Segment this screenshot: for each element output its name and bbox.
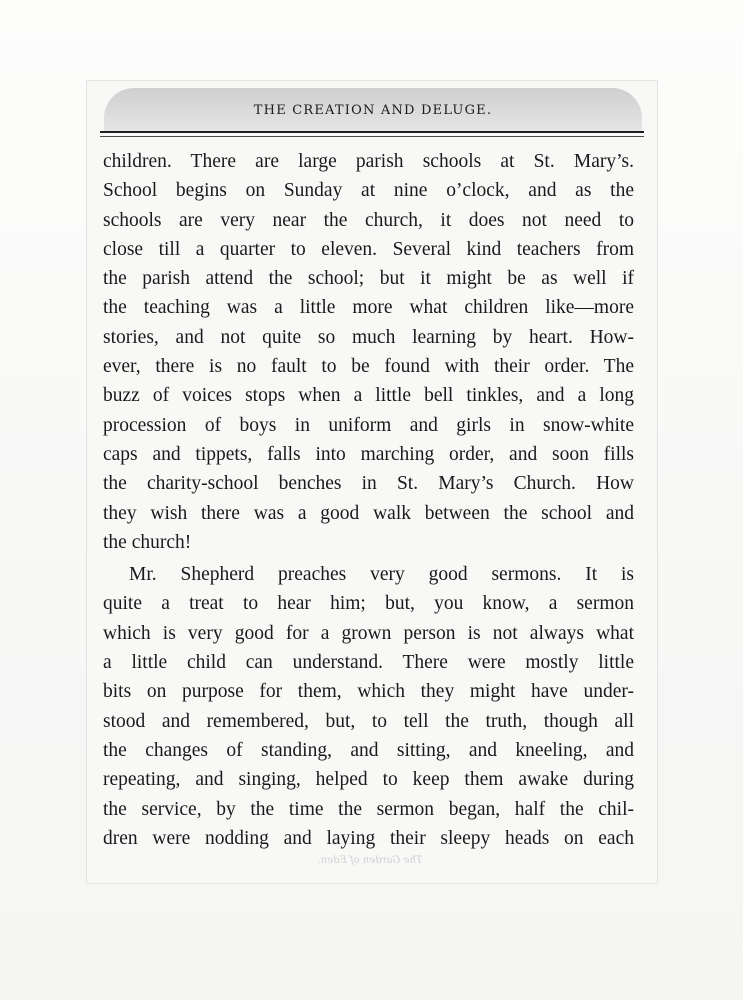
text-line: ever, there is no fault to be found with their order. The	[103, 356, 634, 378]
header-rule-thick	[100, 131, 644, 133]
text-line: schools are very near the church, it does not need to	[103, 209, 634, 231]
text-line: close till a quarter to eleven. Several kind teachers from	[103, 238, 634, 260]
bleed-through-caption: The Garden of Eden.	[317, 855, 423, 866]
paragraph-1	[103, 147, 634, 557]
text-line: which is very good for a grown person is not always what	[103, 622, 634, 644]
text-line: the parish attend the school; but it might be as well if	[103, 268, 634, 290]
text-line: buzz of voices stops when a little bell tinkles, and a long	[103, 385, 634, 407]
text-line: the teaching was a little more what children like—more	[103, 297, 634, 319]
text-line: bits on purpose for them, which they might have under-	[103, 681, 634, 703]
text-line: dren were nodding and laying their sleepy heads on each	[103, 827, 634, 849]
text-line: a little child can understand. There were mostly little	[103, 652, 634, 674]
text-line: the charity-school benches in St. Mary’s Church. How	[103, 473, 634, 495]
text-line: procession of boys in uniform and girls in snow-white	[103, 414, 634, 436]
text-line: Mr. Shepherd preaches very good sermons. It is	[129, 564, 634, 586]
running-head: THE CREATION AND DELUGE.	[253, 103, 493, 118]
paragraph-2	[103, 560, 634, 853]
text-line: the service, by the time the sermon began, half the chil-	[103, 798, 634, 820]
text-line: stood and remembered, but, to tell the truth, though all	[103, 710, 634, 732]
text-line: children. There are large parish schools at St. Mary’s.	[103, 151, 634, 172]
text-line: repeating, and singing, helped to keep them awake during	[103, 769, 634, 791]
text-line: School begins on Sunday at nine o’clock, and as the	[103, 180, 634, 202]
body-text	[103, 147, 634, 853]
header-rule-thin	[100, 136, 644, 137]
text-line: caps and tippets, falls into marching order, and soon fills	[103, 443, 634, 465]
text-line: stories, and not quite so much learning by heart. How-	[103, 326, 634, 348]
text-line: quite a treat to hear him; but, you know, a sermon	[103, 593, 634, 615]
text-line: the changes of standing, and sitting, and kneeling, and	[103, 739, 634, 761]
text-line: they wish there was a good walk between the school and	[103, 502, 634, 524]
text-line: the church!	[103, 531, 192, 553]
